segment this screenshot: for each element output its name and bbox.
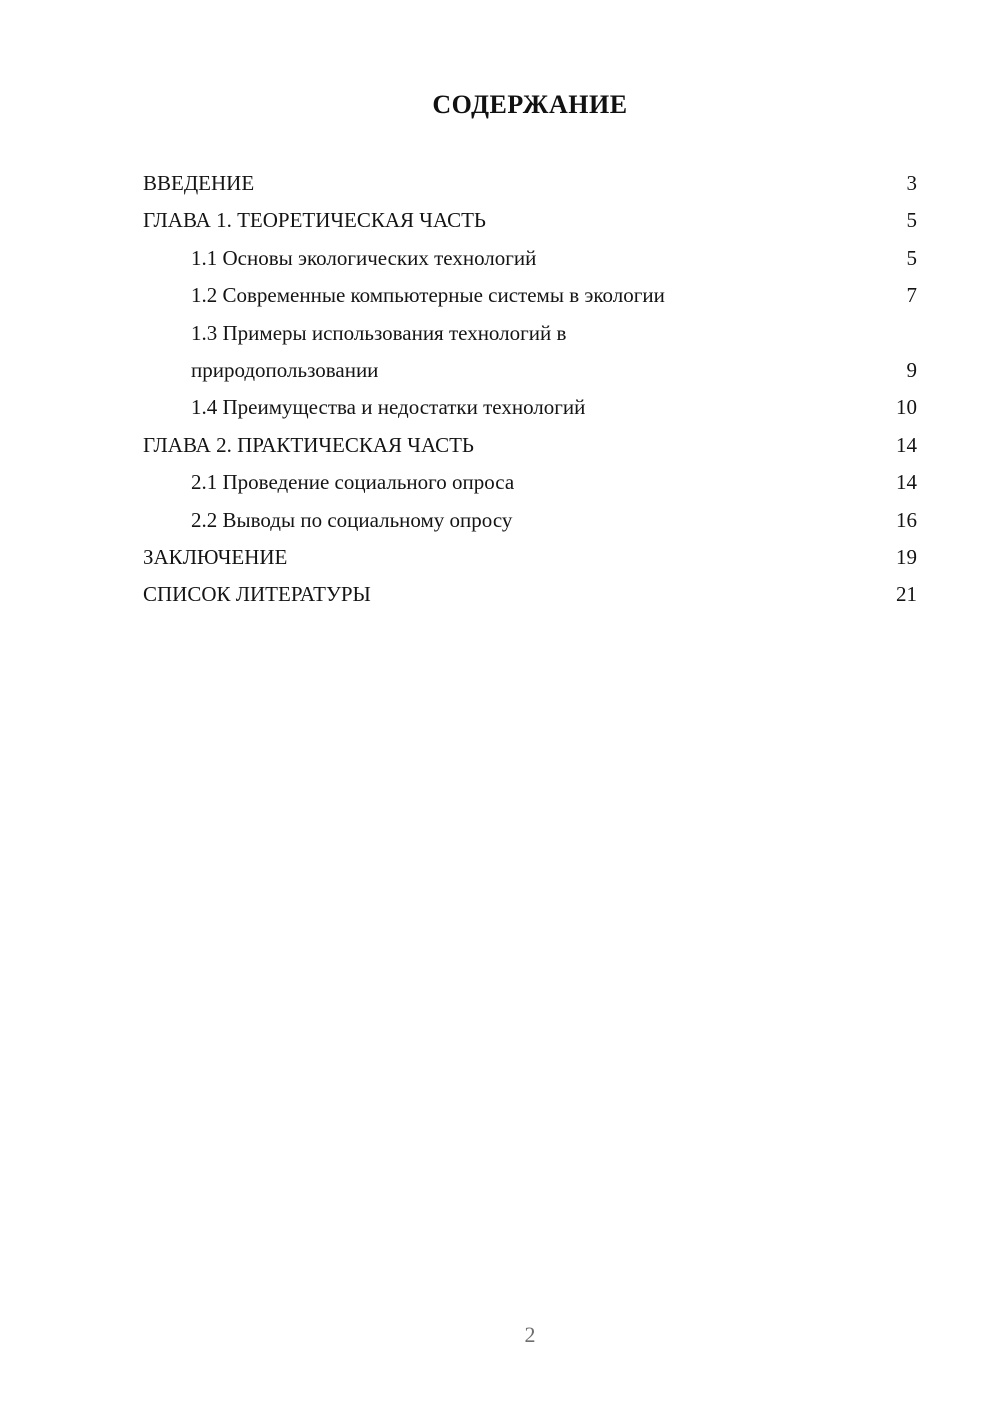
toc-entry-page-number: 10 xyxy=(896,395,917,420)
toc-entry-page-number: 9 xyxy=(906,358,917,383)
toc-entry-page-number: 7 xyxy=(906,283,917,308)
toc-row xyxy=(143,165,917,202)
toc-row xyxy=(143,539,917,576)
toc-row xyxy=(143,202,917,239)
toc-entry-label: СПИСОК ЛИТЕРАТУРЫ xyxy=(143,582,371,607)
toc-row xyxy=(143,277,917,314)
toc-entry-label: ВВЕДЕНИЕ xyxy=(143,171,255,195)
toc-row xyxy=(143,240,917,277)
toc-row xyxy=(143,464,917,501)
toc-entry-page-number: 14 xyxy=(896,432,917,457)
toc-entry-page-number: 3 xyxy=(906,171,917,195)
toc-entry-label: 1.3 Примеры использования технологий в природопользовании xyxy=(191,320,567,383)
toc-entry-label: 1.4 Преимущества и недостатки технологий xyxy=(191,395,586,420)
toc-row xyxy=(143,427,917,464)
toc-entry-label: ГЛАВА 2. ПРАКТИЧЕСКАЯ ЧАСТЬ xyxy=(143,432,474,457)
toc-row xyxy=(143,315,917,390)
toc-entry-page-number: 5 xyxy=(906,245,917,270)
table-of-contents xyxy=(143,165,917,614)
toc-entry-page-number: 16 xyxy=(896,507,917,532)
toc-entry-page-number: 14 xyxy=(896,470,917,495)
toc-entry-label: ГЛАВА 1. ТЕОРЕТИЧЕСКАЯ ЧАСТЬ xyxy=(143,208,486,233)
toc-entry-page-number: 21 xyxy=(896,582,917,607)
toc-entry-label: 1.2 Современные компьютерные системы в экологии xyxy=(191,283,665,308)
toc-row xyxy=(143,389,917,426)
toc-row xyxy=(143,576,917,613)
toc-entry-label: ЗАКЛЮЧЕНИЕ xyxy=(143,545,288,570)
toc-entry-label-line2: природопользовании xyxy=(191,358,379,383)
toc-entry-page-number: 19 xyxy=(896,545,917,570)
toc-entry-label: 2.2 Выводы по социальному опросу xyxy=(191,507,513,532)
toc-entry-label: 1.1 Основы экологических технологий xyxy=(191,245,537,270)
footer-page-number: 2 xyxy=(524,1322,536,1347)
page-title: СОДЕРЖАНИЕ xyxy=(432,90,628,119)
toc-entry-page-number: 5 xyxy=(906,208,917,233)
toc-entry-label: 2.1 Проведение социального опроса xyxy=(191,470,515,495)
toc-row xyxy=(143,502,917,539)
